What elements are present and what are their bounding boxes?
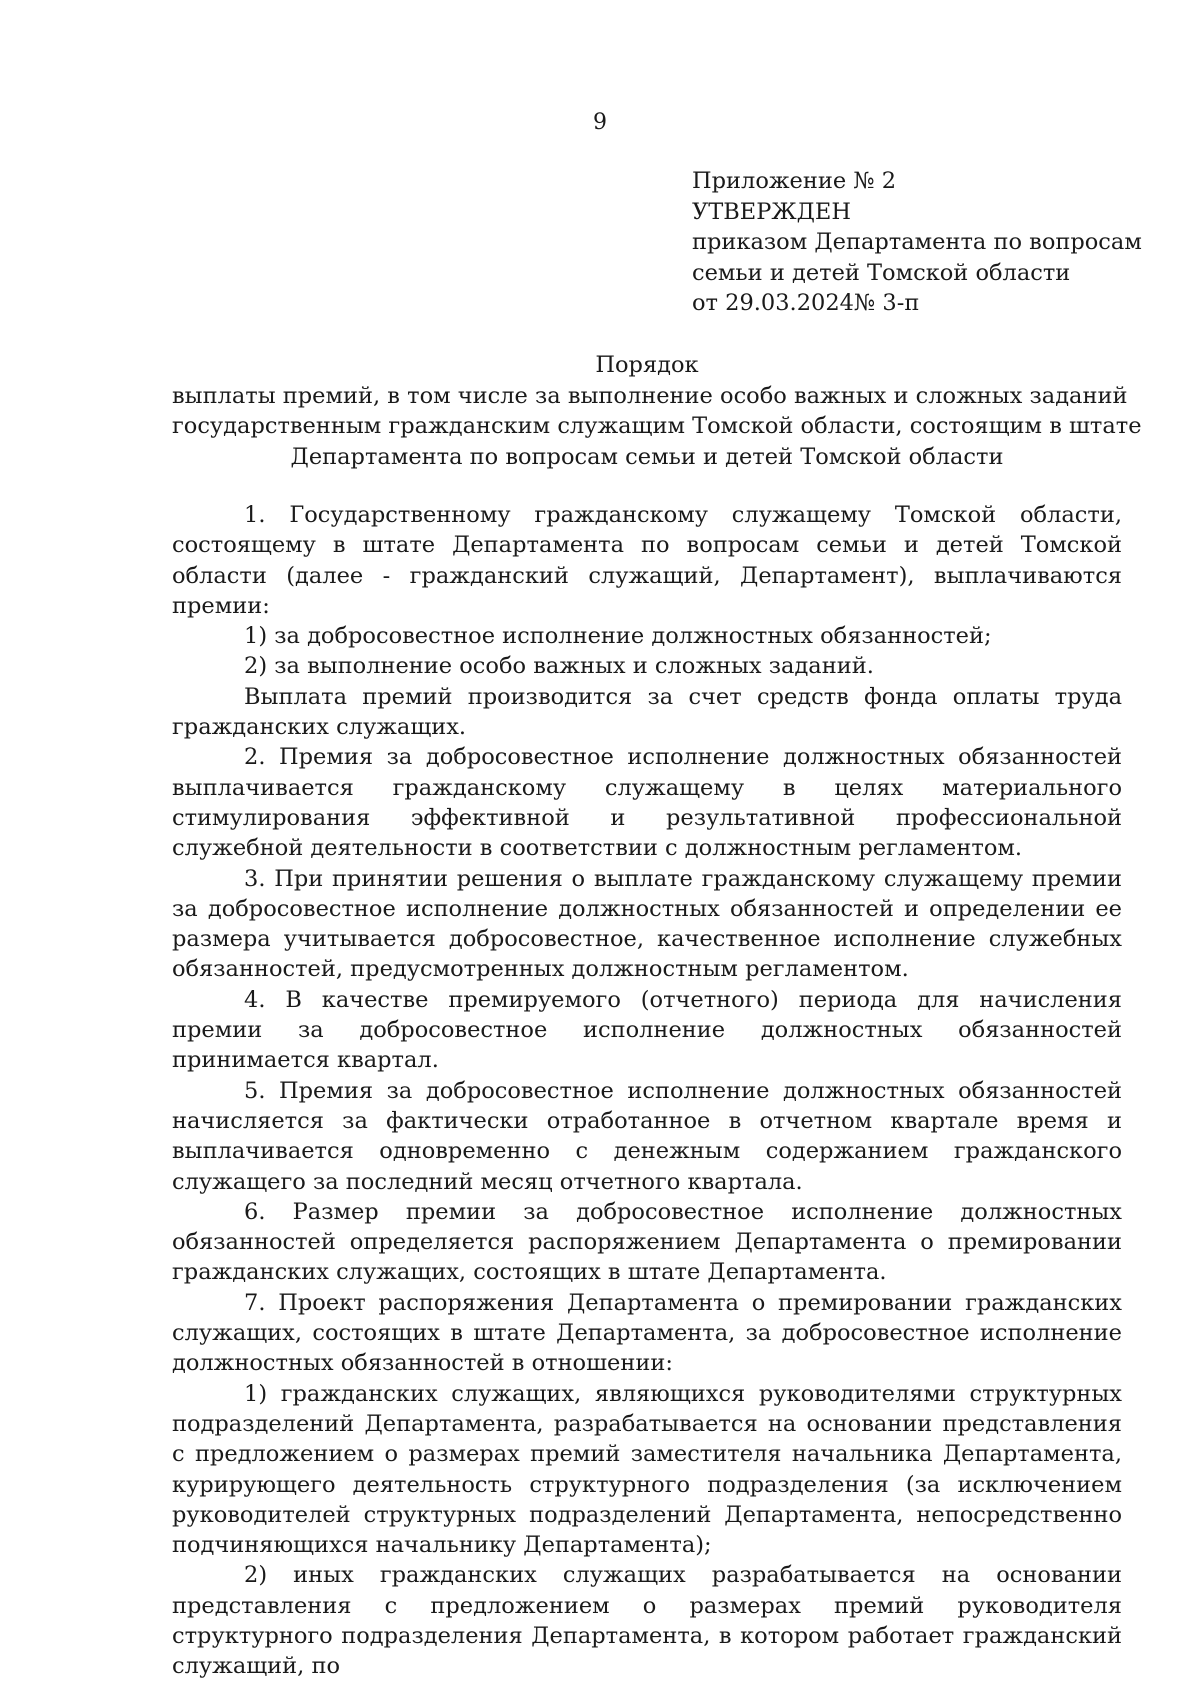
- paragraph-3: 3. При принятии решения о выплате гражданскому служащему премии за добросовестное исполнение должностных обязанностей и определении ее размера учитывается добросовестное, качественное исполнение служебных обязанностей, предусмотренных должностным регламентом.: [172, 865, 1122, 983]
- approval-appendix-number: Приложение № 2: [692, 168, 897, 194]
- paragraph-1-funding: Выплата премий производится за счет средств фонда оплаты труда гражданских служащих.: [172, 683, 1122, 741]
- paragraph-7-item-2: 2) иных гражданских служащих разрабатывается на основании представления с предложением о размерах премий руководителя структурного подразделения Департамента, в котором работает гражданский служащий, по: [172, 1562, 1122, 1680]
- page-number: 9: [593, 110, 607, 135]
- document-title: [172, 350, 1142, 472]
- approval-department-line: семьи и детей Томской области: [692, 259, 1071, 286]
- paragraph-2: 2. Премия за добросовестное исполнение должностных обязанностей выплачивается гражданскому служащему в целях материального стимулирования эффективной и результативной профессиональной служебной деятельности в соответствии с должностным регламентом.: [172, 744, 1122, 862]
- document-body: [172, 500, 1122, 1682]
- paragraph-5: 5. Премия за добросовестное исполнение должностных обязанностей начисляется за фактически отработанное в отчетном квартале время и выплачивается одновременно с денежным содержанием гражданского служащего за последний месяц отчетного квартала.: [172, 1077, 1122, 1195]
- approval-date-line: от 29.03.2024№ 3-п: [692, 290, 920, 316]
- title-heading: Порядок: [595, 352, 699, 378]
- paragraph-7-item-1: 1) гражданских служащих, являющихся руководителями структурных подразделений Департамента, разрабатывается на основании представления с предложением о размерах премий заместителя начальника Департамента, курирующего деятельность структурного подразделения (за исключением руководителей структурных подразделений Департамента, непосредственно подчиняющихся начальнику Департамента);: [172, 1380, 1122, 1559]
- title-line-4: Департамента по вопросам семьи и детей Томской области: [290, 443, 1004, 470]
- title-line-3: государственным гражданским служащим Томской области, состоящим в штате: [172, 413, 1142, 439]
- paragraph-1-item-1: 1) за добросовестное исполнение должностных обязанностей;: [244, 623, 992, 650]
- paragraph-4: 4. В качестве премируемого (отчетного) периода для начисления премии за добросовестное исполнение должностных обязанностей принимается квартал.: [172, 986, 1122, 1074]
- paragraph-6: 6. Размер премии за добросовестное исполнение должностных обязанностей определяется распоряжением Департамента о премировании гражданских служащих, состоящих в штате Департамента.: [172, 1198, 1122, 1286]
- title-line-2: выплаты премий, в том числе за выполнение особо важных и сложных заданий: [172, 382, 1128, 409]
- approval-block: [692, 166, 1142, 319]
- approval-order-line: приказом Департамента по вопросам: [692, 229, 1142, 255]
- paragraph-1: 1. Государственному гражданскому служащему Томской области, состоящему в штате Департамента по вопросам семьи и детей Томской области (далее - гражданский служащий, Департамент), выплачиваются премии:: [172, 502, 1122, 619]
- paragraph-7: 7. Проект распоряжения Департамента о премировании гражданских служащих, состоящих в штате Департамента, за добросовестное исполнение должностных обязанностей в отношении:: [172, 1289, 1122, 1377]
- paragraph-1-item-2: 2) за выполнение особо важных и сложных заданий.: [244, 653, 874, 680]
- approval-approved-label: УТВЕРЖДЕН: [692, 198, 851, 225]
